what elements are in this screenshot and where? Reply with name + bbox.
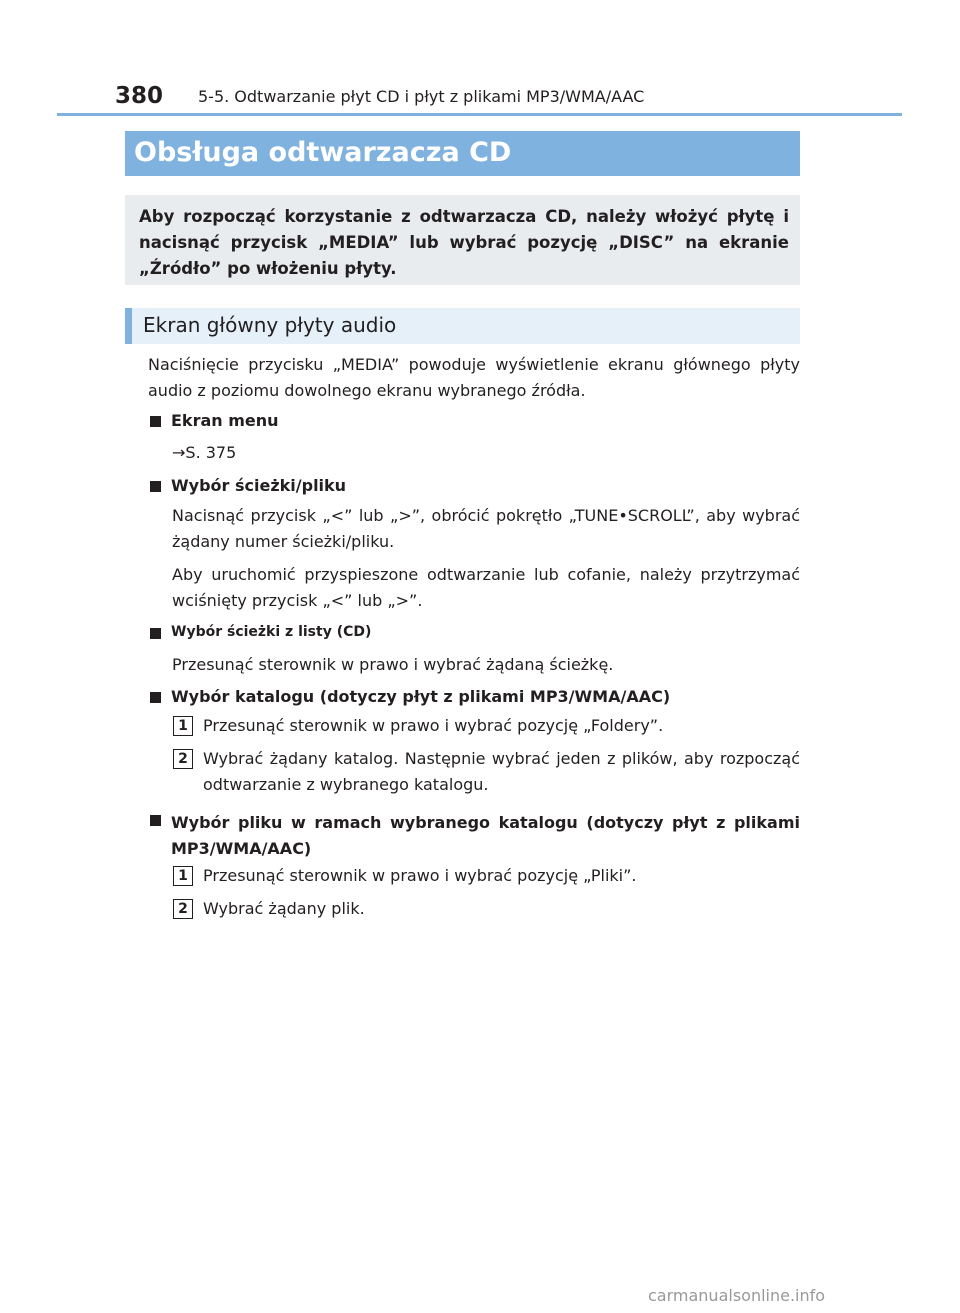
- step-number-box: 2: [173, 749, 193, 769]
- item-paragraph: Aby uruchomić przyspieszone odtwarzanie lub cofanie, należy przytrzymać wciśnięty przycisk „<” lub „>”.: [172, 565, 800, 610]
- item-heading-text: Wybór katalogu (dotyczy płyt z plikami MP3/WMA/AAC): [171, 687, 671, 706]
- intro-text: Aby rozpocząć korzystanie z odtwarzacza CD, należy włożyć płytę i nacisnąć przycisk „MEDIA” lub wybrać pozycję „DISC” na ekranie „Źródło” po włożeniu płyty.: [139, 207, 789, 278]
- subsection-paragraph: Naciśnięcie przycisku „MEDIA” powoduje wyświetlenie ekranu głównego płyty audio z poziomu dowolnego ekranu wybranego źródła.: [148, 355, 800, 400]
- step-number-box: 1: [173, 866, 193, 886]
- step-number-box: 1: [173, 716, 193, 736]
- item-heading-track-select: [150, 476, 346, 495]
- section-breadcrumb: 5-5. Odtwarzanie płyt CD i płyt z plikami MP3/WMA/AAC: [198, 87, 645, 106]
- item-heading-menu-screen: [150, 411, 279, 430]
- watermark: carmanualsonline.info: [648, 1286, 826, 1305]
- square-bullet-icon: [150, 481, 161, 492]
- subsection-banner: [125, 308, 800, 344]
- item-heading-track-list: [150, 624, 371, 640]
- item-heading-text: Wybór ścieżki/pliku: [171, 476, 347, 495]
- square-bullet-icon: [150, 815, 161, 826]
- item-heading-file-in-folder: [150, 810, 800, 862]
- square-bullet-icon: [150, 692, 161, 703]
- item-heading-text: Ekran menu: [171, 411, 279, 430]
- page-header: [0, 0, 960, 120]
- item-heading-text: Wybór pliku w ramach wybranego katalogu (dotyczy płyt z plikami MP3/WMA/AAC): [171, 813, 800, 858]
- page-number: 380: [115, 83, 164, 109]
- square-bullet-icon: [150, 416, 161, 427]
- step-text: Przesunąć sterownik w prawo i wybrać pozycję „Pliki”.: [203, 866, 637, 885]
- square-bullet-icon: [150, 628, 161, 639]
- step-text: Przesunąć sterownik w prawo i wybrać pozycję „Foldery”.: [203, 716, 664, 735]
- item-heading-folder-select: [150, 687, 670, 706]
- item-heading-text: Wybór ścieżki z listy (CD): [171, 624, 372, 640]
- page-title: Obsługa odtwarzacza CD: [134, 137, 512, 168]
- subsection-title: Ekran główny płyty audio: [143, 313, 397, 337]
- step-number-box: 2: [173, 899, 193, 919]
- step-text: Wybrać żądany katalog. Następnie wybrać jeden z plików, aby rozpocząć odtwarzanie z wybranego katalogu.: [203, 749, 800, 794]
- intro-box: [125, 195, 800, 285]
- item-paragraph: Nacisnąć przycisk „<” lub „>”, obrócić pokrętło „TUNE•SCROLL”, aby wybrać żądany numer ścieżki/pliku.: [172, 506, 800, 551]
- title-banner: [125, 131, 800, 176]
- item-paragraph: Przesunąć sterownik w prawo i wybrać żądaną ścieżkę.: [172, 655, 614, 674]
- header-divider: [57, 113, 902, 116]
- step-text: Wybrać żądany plik.: [203, 899, 365, 918]
- page-reference: →S. 375: [172, 443, 237, 462]
